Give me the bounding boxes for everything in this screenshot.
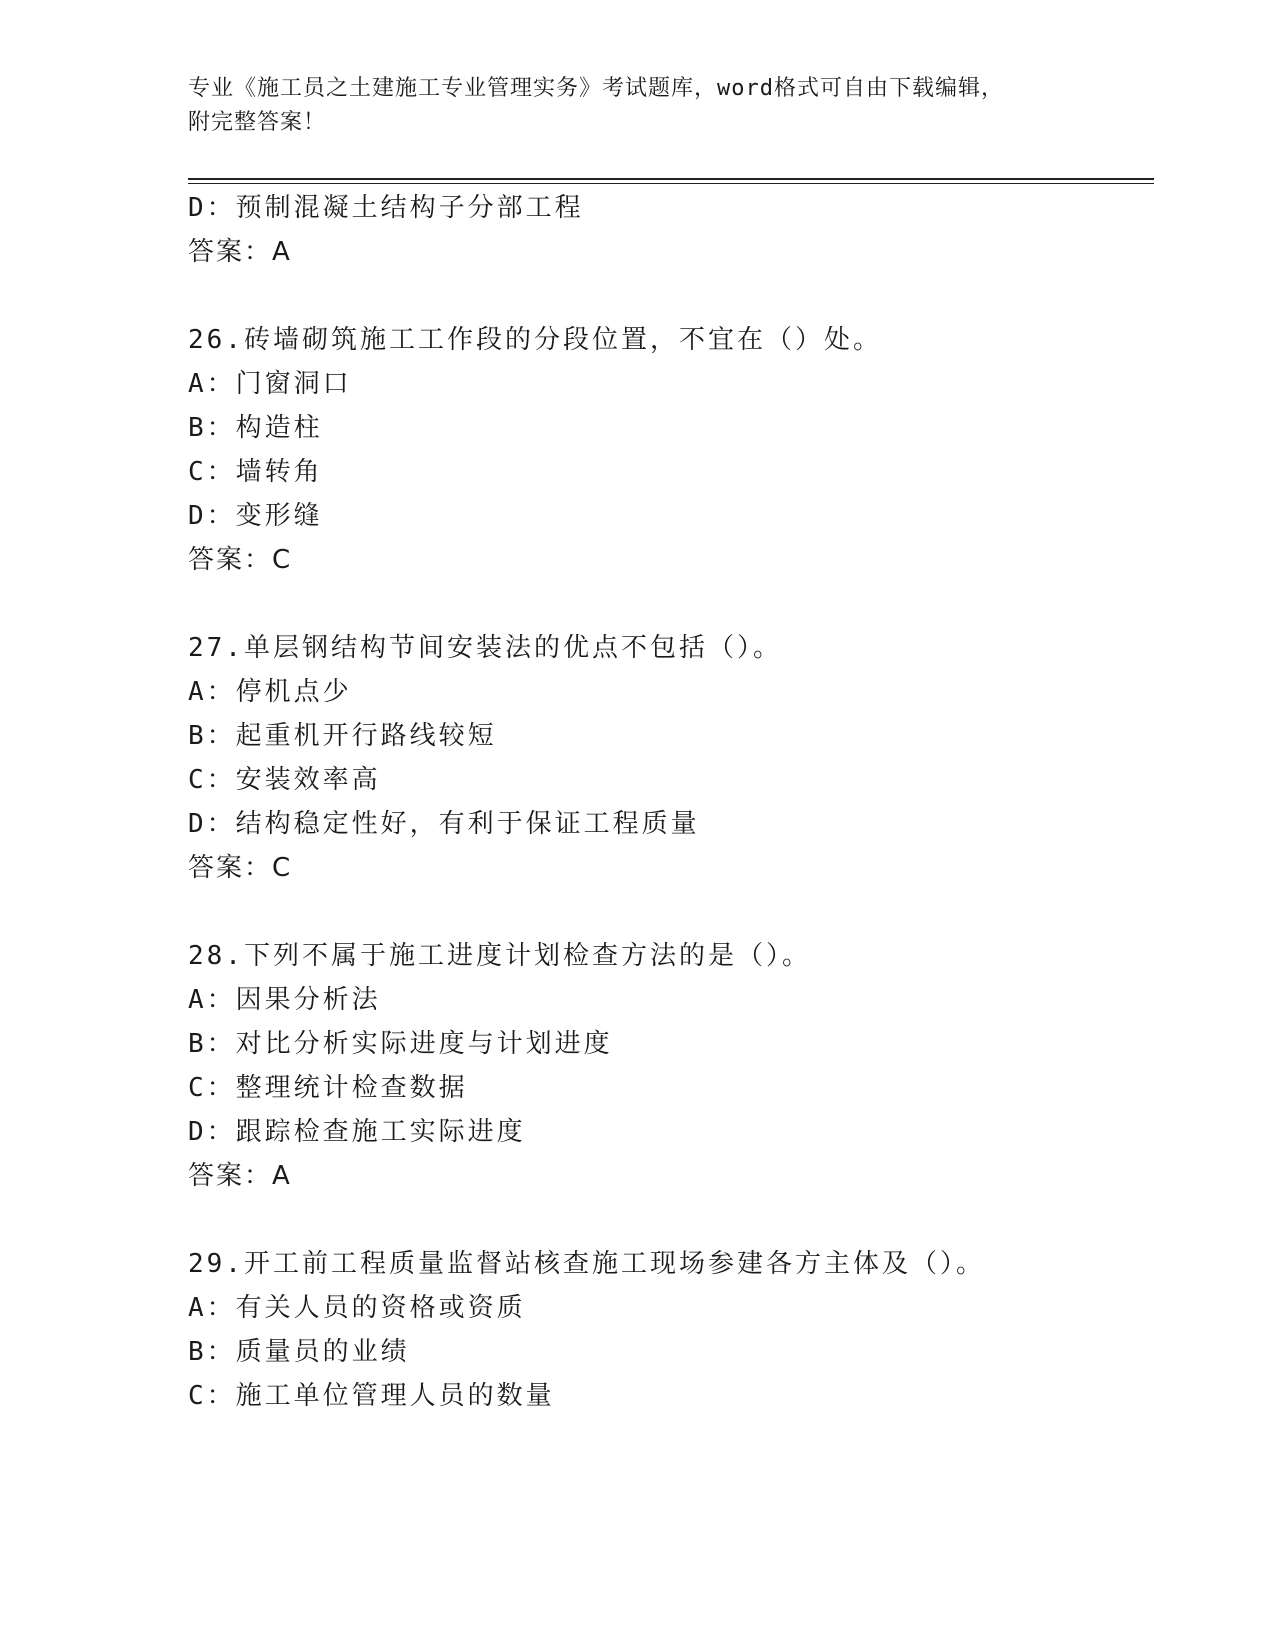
question-26-answer: 答案：C xyxy=(188,545,293,575)
question-26-option-d: D：变形缝 xyxy=(188,501,323,531)
question-27-answer: 答案：C xyxy=(188,853,293,883)
question-28-option-c: C：整理统计检查数据 xyxy=(188,1073,468,1103)
question-28-option-d: D：跟踪检查施工实际进度 xyxy=(188,1117,526,1147)
question-29-option-a: A：有关人员的资格或资质 xyxy=(188,1293,526,1323)
question-28-answer: 答案：A xyxy=(188,1161,292,1191)
question-26-stem: 26.砖墙砌筑施工工作段的分段位置，不宜在（）处。 xyxy=(188,325,882,355)
question-28-option-b: B：对比分析实际进度与计划进度 xyxy=(188,1029,613,1059)
question-26-option-b: B：构造柱 xyxy=(188,413,323,443)
question-27-option-c: C：安装效率高 xyxy=(188,765,381,795)
header-rule-thick xyxy=(188,178,1154,180)
question-26-option-a: A：门窗洞口 xyxy=(188,369,352,399)
question-27-option-a: A：停机点少 xyxy=(188,677,352,707)
option-d-prev: D：预制混凝土结构子分部工程 xyxy=(188,193,584,223)
question-29-option-c: C：施工单位管理人员的数量 xyxy=(188,1381,555,1411)
question-28-stem: 28.下列不属于施工进度计划检查方法的是（）。 xyxy=(188,941,811,971)
question-29-stem: 29.开工前工程质量监督站核查施工现场参建各方主体及（）。 xyxy=(188,1249,985,1279)
header-line-1: 专业《施工员之土建施工专业管理实务》考试题库，word格式可自由下载编辑， xyxy=(188,76,1004,101)
question-27-stem: 27.单层钢结构节间安装法的优点不包括（）。 xyxy=(188,633,782,663)
question-29-option-b: B：质量员的业绩 xyxy=(188,1337,410,1367)
header-line-2: 附完整答案！ xyxy=(188,110,327,135)
header-rule-thin xyxy=(188,183,1154,184)
question-26-option-c: C：墙转角 xyxy=(188,457,323,487)
question-28-option-a: A：因果分析法 xyxy=(188,985,381,1015)
document-header xyxy=(188,72,1088,140)
question-27-option-d: D：结构稳定性好，有利于保证工程质量 xyxy=(188,809,700,839)
question-27-option-b: B：起重机开行路线较短 xyxy=(188,721,497,751)
answer-prev: 答案：A xyxy=(188,237,292,267)
